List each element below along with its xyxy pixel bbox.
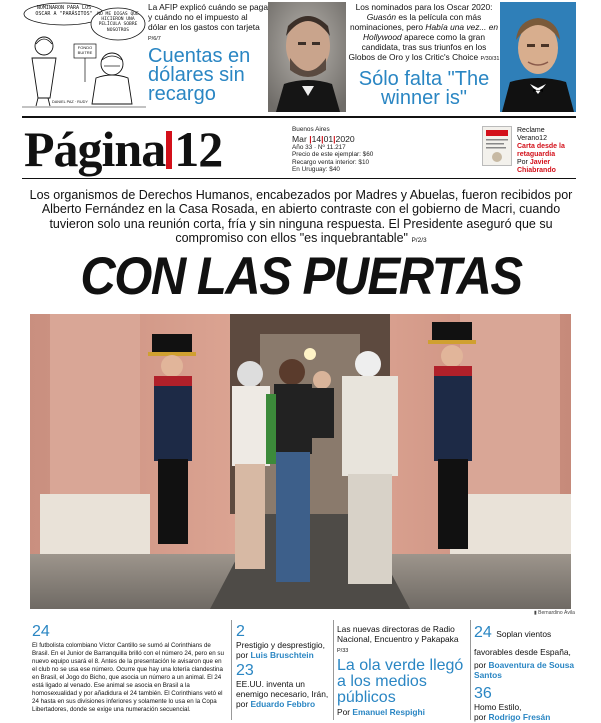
date-month: 01 <box>323 133 334 144</box>
divider-top <box>22 116 576 118</box>
logo-red-bar <box>166 131 172 169</box>
teaser-oscar[interactable] <box>348 2 500 108</box>
masthead-meta <box>292 126 373 174</box>
opinion-sousa-santos[interactable] <box>474 624 578 680</box>
opinion-fresan[interactable] <box>474 686 578 722</box>
teaser-afip-ref: P/6/7 <box>148 36 161 42</box>
main-photo <box>30 314 571 609</box>
teaser-afip-headline: Cuentas en dólares sin recargo <box>148 45 251 105</box>
opinion-febbro-title: EE.UU. inventa un enemigo necesario, Irán, <box>236 679 329 699</box>
feature-medios-text: Las nuevas directoras de Radio Nacional, Encuentro y Pakapaka <box>337 624 459 644</box>
opinion-bruschtein-page: 2 <box>236 623 245 640</box>
camera-icon: ▮ <box>534 610 537 616</box>
feature-medios-headline: La ola verde llegó a los medios públicos <box>337 657 464 706</box>
cartoon <box>22 2 146 110</box>
opinion-sousa-author: Boaventura de Sousa Santos <box>474 660 575 680</box>
cartoon-bubble-2: NO ME DIGAS QUE HICIERON UNA PELÍCULA SOBRE NOSOTROS <box>97 12 139 33</box>
opinion-bruschtein-title: Prestigio y desprestigio, <box>236 640 325 650</box>
photo-credit <box>534 610 575 616</box>
teaser-oscar-mid: es la película con más nominaciones, pero <box>349 12 482 32</box>
teaser-oscar-film-2: Había una vez... en Hollywood <box>363 22 499 42</box>
masthead-logo[interactable] <box>24 123 222 175</box>
teaser-oscar-headline: Sólo falta "The winner is" <box>358 68 490 109</box>
masthead-price-uruguay: En Uruguay: $40 <box>292 166 340 174</box>
feature-medios-author: Emanuel Respighi <box>352 707 425 717</box>
brief-cantillo-body: El futbolista colombiano Víctor Cantillo se sumó al Corinthians de Brasil. En el Junior de Barranquilla brilló con el número 24, pero en su nuevo equipo usará el 8. Antes de la presentación le avisaron que en el club no se usa ese número. Ocurre que hay una lotería clandestina en Brasil, el Jogo do Bicho, que asocia un número a un animal. El 24 está ligado al venado. Ese animal se asocia en Brasil a la homosexualidad y por añadidura el 24 también. El Corinthians vetó el 24 hasta en sus divisiones inferiores y solamente lo usa en la Copa Libertadores, donde se exige una numeración secuencial. <box>32 642 224 713</box>
cartoon-signature: DANIEL PAZ · RUDY <box>52 100 88 104</box>
masthead-date: Mar |14|01|2020 <box>292 133 355 144</box>
masthead-price: Precio de este ejemplar: $60 <box>292 151 374 159</box>
teaser-afip-body: La AFIP explicó cuándo se paga y cuándo no el impuesto al dólar en los gastos con tarjeta <box>148 2 268 32</box>
logo-text-pagina: Página <box>24 121 166 177</box>
teaser-strip <box>0 0 601 114</box>
opinion-febbro-by: por <box>236 699 249 709</box>
column-divider-2 <box>333 620 334 720</box>
date-weekday: Mar <box>292 133 307 144</box>
logo-text-12: 12 <box>174 121 223 177</box>
date-day: 14 <box>311 133 322 144</box>
teaser-afip-text <box>148 2 268 44</box>
teaser-afip[interactable] <box>148 2 268 104</box>
main-headline[interactable]: CON LAS PUERTAS <box>80 247 522 306</box>
photo-joaquin-phoenix <box>268 2 346 112</box>
opinion-bruschtein[interactable] <box>236 624 332 660</box>
opinion-sousa-by: por <box>474 660 487 670</box>
promo-label: Reclame Verano12 <box>517 127 547 142</box>
promo-title: Carta desde la retaguardia <box>517 143 565 158</box>
brief-cantillo[interactable] <box>32 624 228 714</box>
opinion-bruschtein-by: por <box>236 650 249 660</box>
opinion-fresan-by: por <box>474 712 487 722</box>
lead-paragraph <box>26 188 576 249</box>
photo-credit-name: Bernardino Ávila <box>538 610 575 616</box>
masthead-price-interior: Recargo venta interior: $10 <box>292 158 370 166</box>
column-divider-3 <box>470 620 471 720</box>
feature-medios-by: Por <box>337 707 351 717</box>
opinion-bruschtein-author: Luis Bruschtein <box>250 650 314 660</box>
opinion-fresan-page: 36 <box>474 685 492 702</box>
opinion-febbro-author: Eduardo Febbro <box>250 699 316 709</box>
teaser-oscar-film-1: Guasón <box>366 12 397 22</box>
opinion-fresan-author: Rodrigo Fresán <box>488 712 551 722</box>
teaser-oscar-intro: Los nominados para los Oscar 2020: <box>355 2 493 12</box>
promo-thumbnail <box>482 126 512 166</box>
opinion-sousa-title: Soplan vientos favorables desde España, <box>474 629 571 657</box>
column-opinion-2 <box>474 624 578 722</box>
opinion-febbro-page: 23 <box>236 662 254 679</box>
opinion-sousa-page: 24 <box>474 624 492 641</box>
teaser-oscar-text <box>348 2 500 64</box>
lead-ref: P/2/3 <box>411 237 427 245</box>
photo-leonardo-dicaprio <box>500 2 576 112</box>
cartoon-sign: FONDO BUITRE <box>77 45 93 55</box>
opinion-febbro[interactable] <box>236 663 332 709</box>
cartoon-bubble-1: NOMINARON PARA LOS OSCAR A "PARÁSITOS" <box>35 5 93 17</box>
divider-masthead <box>22 178 576 179</box>
promo-by: Por <box>517 159 528 166</box>
opinion-fresan-title: Homo Estilo, <box>474 702 522 712</box>
feature-medios-ref: P/33 <box>337 648 349 654</box>
promo-text <box>517 127 576 175</box>
lead-text: Los organismos de Derechos Humanos, encabezados por Madres y Abuelas, fueron recibidos por Alberto Fernández en la Casa Rosada, en abierto contraste con el gobierno de Macri, cuando tuvieron solo una reunión corta, fría y sin ninguna respuesta. El Presidente aseguró que su compromiso con ellos "es inquebrantable" <box>29 188 573 246</box>
brief-cantillo-page: 24 <box>32 623 50 640</box>
column-opinion <box>236 624 332 709</box>
masthead-city: Buenos Aires <box>292 126 330 133</box>
teaser-oscar-end: aparece como la gran candidata, tras sus triunfos en los Globos de Oro y los Critic's Choice <box>348 32 487 62</box>
teaser-oscar-ref: P/30/31 <box>480 56 500 62</box>
promo-author: Javier Chiabrando <box>517 159 556 174</box>
promo-reclame-verano[interactable] <box>482 124 576 172</box>
masthead-issue: Año 33 · Nº 11.217 <box>292 143 346 151</box>
feature-medios-kicker <box>337 624 467 656</box>
feature-medios-publicos[interactable] <box>337 624 467 717</box>
date-year: 2020 <box>335 133 355 144</box>
column-divider-1 <box>231 620 232 720</box>
